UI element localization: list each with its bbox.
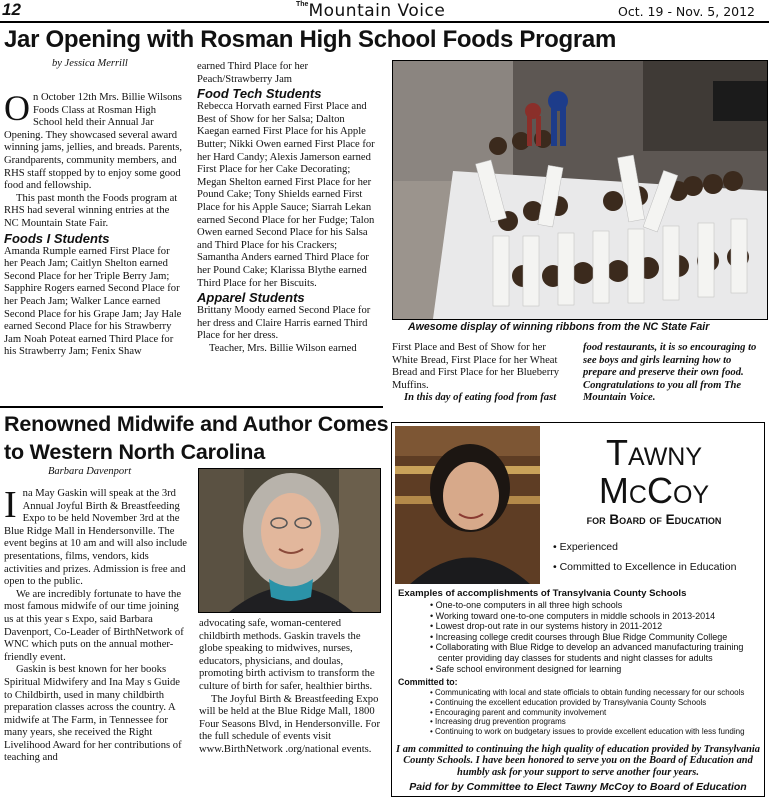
article2-title-line1: Renowned Midwife and Author Comes xyxy=(4,412,389,436)
article1-paragraph: food restaurants, it is so encouraging to see boys and girls learning how to prepare and preserve their own food. Congratulations to you all from The Mountain Voice. xyxy=(583,342,757,404)
masthead xyxy=(296,1,445,21)
article1-column2 xyxy=(197,61,379,355)
examples-item-text: Increasing college credit courses through Blue Ridge Community College xyxy=(435,631,728,642)
ad-highlight-item: • Committed to Excellence in Education xyxy=(553,560,737,573)
examples-item: • Lowest drop-out rate in our systems history in 2011-2012 xyxy=(430,621,663,632)
article1-paragraph: Teacher, Mrs. Billie Wilson earned xyxy=(209,342,357,354)
article1-byline: by Jessica Merrill xyxy=(52,58,128,69)
article2-column1 xyxy=(4,484,187,765)
paid-for-line: Paid for by Committee to Elect Tawny McCoy to Board of Education xyxy=(409,781,747,793)
examples-item-text: One-to-one computers in all three high schools xyxy=(435,600,623,610)
issue-date: Oct. 19 - Nov. 5, 2012 xyxy=(618,4,756,19)
examples-item: • Collaborating with Blue Ridge to develop an advanced manufacturing training center providing day classes for students and night classes for adults xyxy=(430,642,744,663)
ribbons-photo-graphic xyxy=(393,61,767,319)
article2-byline: Barbara Davenport xyxy=(48,466,132,477)
candidate-name xyxy=(548,434,760,510)
mccoy-photo xyxy=(395,426,540,584)
committed-item: • Increasing drug prevention programs xyxy=(430,717,566,727)
article2-paragraph: The Joyful Birth & Breastfeeding Expo will be held at the Blue Ridge Mall, 1800 Four Seasons Blvd, in Hendersonville. For the full schedule of events visit www.BirthNetwork .org/national events. xyxy=(199,693,380,755)
committed-item-text: Communicating with local and state officials to obtain funding necessary for our schools xyxy=(435,688,745,697)
committed-item: • Continuing to work on budgetary issues to provide excellent education with less funding xyxy=(430,727,745,737)
committed-item: • Communicating with local and state officials to obtain funding necessary for our schools xyxy=(430,688,745,697)
article2-paragraph: Gaskin is best known for her books Spiritual Midwifery and Ina May s Guide to Childbirth, used in many childbirth preparation classes across the country. A midwife at The Farm, in Tennessee for many years, she received the Right Livelihood Award for her contributions of teaching and xyxy=(4,664,182,764)
committed-list xyxy=(430,688,765,737)
masthead-title: Mountain Voice xyxy=(308,1,446,21)
article1-title: Jar Opening with Rosman High School Foods Program xyxy=(4,26,617,53)
candidate-pledge: I am committed to continuing the high quality of education provided by Transylvania County Schools. I have been honored to serve you on the Board of Education and humbly ask for your support to serve another four years. xyxy=(396,744,760,778)
subheading-apparel: Apparel Students xyxy=(197,290,305,306)
committed-item-text: Increasing drug prevention programs xyxy=(435,717,566,727)
ad-highlight-text: Committed to Excellence in Education xyxy=(559,560,737,573)
article1-paragraph: Brittany Moody earned Second Place for her dress and Claire Harris earned Third Place for her dress. xyxy=(197,305,371,342)
examples-item: • One-to-one computers in all three high schools xyxy=(430,600,623,610)
examples-list xyxy=(430,600,762,674)
article1-paragraph: In this day of eating food from fast xyxy=(404,392,557,404)
article1-column3 xyxy=(392,342,572,405)
article2-dropcap: I xyxy=(4,484,17,526)
mccoy-photo-graphic xyxy=(395,426,540,584)
ad-highlight-text: Experienced xyxy=(559,541,618,553)
subheading-food-tech: Food Tech Students xyxy=(197,86,322,102)
candidate-name-line1: Tawny xyxy=(605,432,703,473)
ad-highlights xyxy=(553,541,765,573)
committed-heading: Committed to: xyxy=(398,677,458,687)
examples-item: • Safe school environment designed for learning xyxy=(430,663,622,674)
article1-paragraph: First Place and Best of Show for her White Bread, First Place for her Wheat Bread and First Place for her Blueberry Muffins. xyxy=(392,342,560,391)
article2-paragraph: We are incredibly fortunate to have the most famous midwife of our time joining us at this year s Expo, said Barbara Davenport, Co-Leader of BirthNetwork of WNC which puts on the annual mother-friendly event. xyxy=(4,588,184,663)
candidate-office: for Board of Education xyxy=(586,512,722,527)
article1-paragraph: This past month the Foods program at RHS had several winning entries at the NC Mountain State Fair. xyxy=(4,192,178,229)
article2-title xyxy=(4,410,388,466)
article2-column2 xyxy=(199,618,381,757)
subheading-foods-i: Foods I Students xyxy=(4,230,110,246)
article1-column1 xyxy=(4,88,184,359)
examples-heading: Examples of accomplishments of Transylvania County Schools xyxy=(398,588,687,599)
gaskin-photo-graphic xyxy=(199,469,380,612)
committed-item: • Encouraging parent and community involvement xyxy=(430,707,607,717)
committed-item-text: Continuing to work on budgetary issues to provide excellent education with less funding xyxy=(435,727,745,737)
examples-item-text: Safe school environment designed for learning xyxy=(435,663,622,674)
page-number: 12 xyxy=(2,0,21,19)
committed-item-text: Continuing the excellent education provided by Transylvania County Schools xyxy=(435,697,707,707)
header-rule xyxy=(0,21,769,23)
article1-dropcap: O xyxy=(4,88,30,128)
masthead-the: The xyxy=(296,1,309,8)
examples-item: • Increasing college credit courses through Blue Ridge Community College xyxy=(430,631,728,642)
examples-item-text: Collaborating with Blue Ridge to develop an advanced manufacturing training center providing day classes for students and night classes for adults xyxy=(435,642,744,663)
article1-paragraph: earned Third Place for her Peach/Strawberry Jam xyxy=(197,61,308,85)
article1-column4 xyxy=(583,342,765,405)
ad-highlight-item: • Experienced xyxy=(553,541,618,553)
committed-item: • Continuing the excellent education provided by Transylvania County Schools xyxy=(430,697,707,707)
article1-paragraph: n October 12th Mrs. Billie Wilsons Foods Class at Rosman High School held their Annual Jar Opening. They showcased several award winning jams, jellies, and breads. Parents, Grandparents, community members, and RHS staff stopped by to enjoy some good food and fellowship. xyxy=(4,92,182,192)
examples-item-text: Lowest drop-out rate in our systems history in 2011-2012 xyxy=(435,621,663,632)
examples-item: • Working toward one-to-one computers in middle schools in 2013-2014 xyxy=(430,610,716,621)
article1-paragraph: Amanda Rumple earned First Place for her Peach Jam; Caitlyn Shelton earned Second Place for her Triple Berry Jam; Sapphire Rogers earned Second Place for her Peach Jam; Walker Lance earned Second Place for his Grape Jam; Jay Hale earned Second Place for his Strawberry Jam Noah Poteat earned Third Place for his Strawberry Jam; Fenix Shaw xyxy=(4,245,182,358)
committed-item-text: Encouraging parent and community involvement xyxy=(435,707,607,717)
ribbons-photo xyxy=(392,60,768,320)
article2-title-line2: to Western North Carolina xyxy=(4,440,265,464)
article2-paragraph: na May Gaskin will speak at the 3rd Annual Joyful Birth & Breastfeeding Expo to be held November 3rd at the Blue Ridge Mall in Hendersonville. The event begins at 10 am and will also include presentations, films, vendors, kids activities and prizes. Admission is free and open to the public. xyxy=(4,488,187,588)
candidate-name-line2: McCoy xyxy=(598,470,710,511)
article2-paragraph: advocating safe, woman-centered childbirth methods. Gaskin travels the globe speaking to midwives, nurses, educators, physicians, and doulas, promoting birth activism to transform the culture of birth for safer, healthier births. xyxy=(199,618,375,692)
section-rule xyxy=(0,406,383,408)
article1-paragraph: Rebecca Horvath earned First Place and Best of Show for her Salsa; Dalton Kaegan earned First Place for his Apple Butter; Nikki Owen earned First Place for her Hard Candy; Alexis Jamerson earned First Place for her Cake Decorating; Megan Shelton earned First Place for her Pound Cake; Tony Shields earned First Place for his Apple Sauce; Siarrah Lekan earned Second Place for her Fudge; Talon Owen earned Second Place for his Salsa and Third Place for his Crackers; Samantha Anders earned Third Place for her Pound Cake; Klarissa Blythe earned Third Place for her Biscuits. xyxy=(197,101,375,289)
examples-item-text: Working toward one-to-one computers in middle schools in 2013-2014 xyxy=(435,610,716,621)
photo-caption: Awesome display of winning ribbons from the NC State Fair xyxy=(408,321,710,333)
gaskin-photo xyxy=(198,468,381,613)
